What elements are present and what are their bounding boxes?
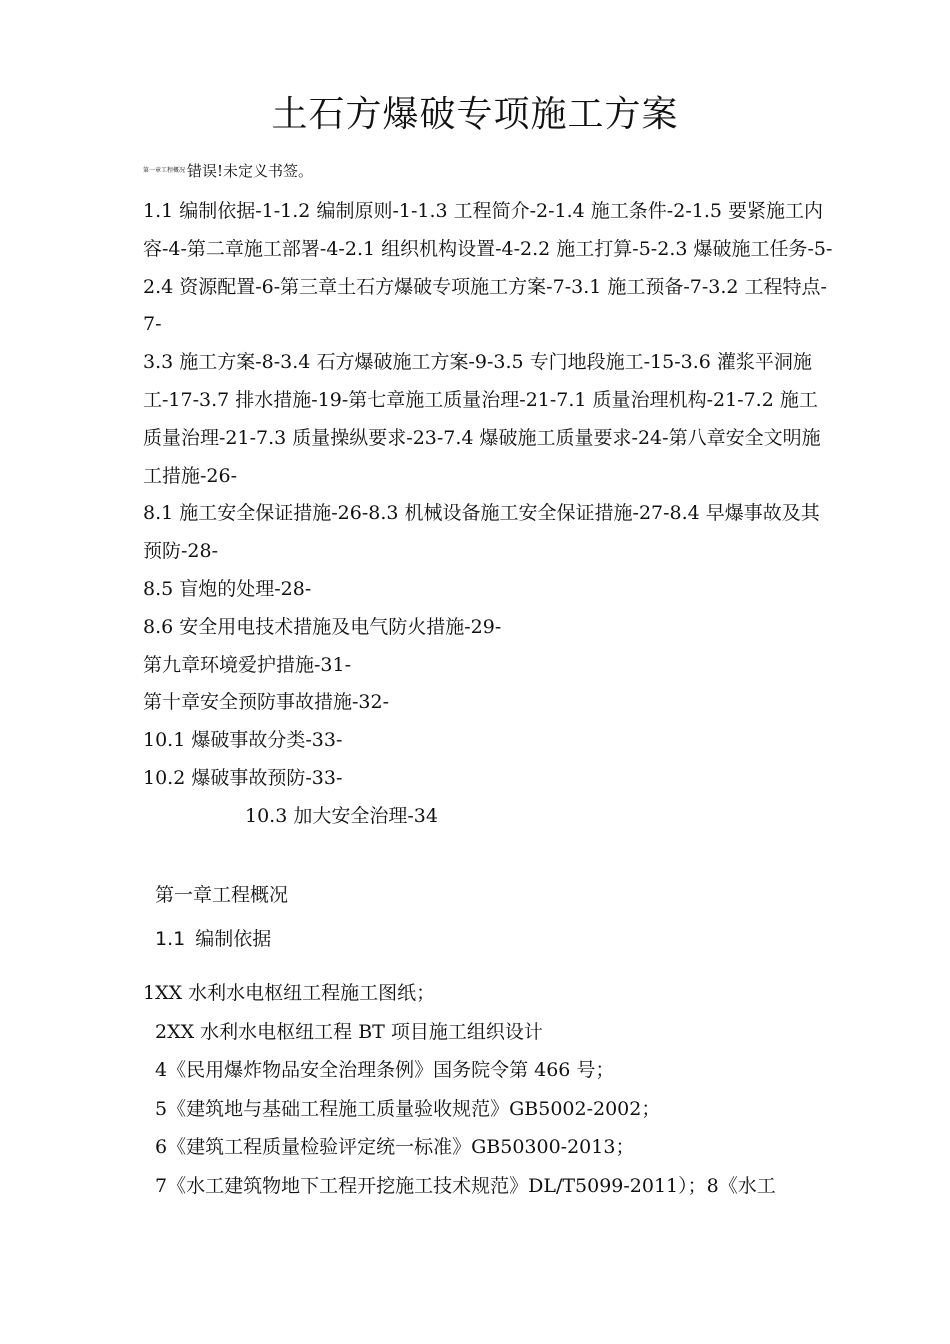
toc-paragraph: 8.1 施工安全保证措施-26-8.3 机械设备施工安全保证措施-27-8.4 早爆事故及其预防-28-: [143, 502, 820, 563]
toc-paragraph: 第九章环境爱护措施-31-: [143, 653, 352, 676]
reference-item: 2XX 水利水电枢纽工程 BT 项目施工组织设计: [155, 1020, 543, 1043]
section-heading: [155, 924, 271, 951]
reference-item: 6《建筑工程质量检验评定统一标准》GB50300-2013；: [155, 1136, 635, 1158]
reference-item: 5《建筑地与基础工程施工质量验收规范》GB5002-2002；: [155, 1097, 661, 1120]
toc-paragraph: 3.3 施工方案-8-3.4 石方爆破施工方案-9-3.5 专门地段施工-15-3.6 灌浆平洞施工-17-3.7 排水措施-19-第七章施工质量治理-21-7.1 质量治理机构-21-7.2 施工质量治理-21-7.3 质量操纵要求-23-7.4 爆破施工质量要求-24-第八章安全文明施工措施-26-: [143, 351, 821, 487]
toc-paragraph: 8.5 盲炮的处理-28-: [143, 577, 312, 600]
toc-error-line: [143, 160, 313, 181]
reference-item: 4《民用爆炸物品安全治理条例》国务院令第 466 号；: [155, 1059, 615, 1081]
reference-list: [143, 974, 843, 1205]
section-number: 1.1: [155, 928, 186, 950]
toc-tiny-label: 第一章工程概况: [143, 167, 186, 174]
toc-error-message: 错误!未定义书签。: [187, 162, 314, 180]
toc-paragraph: 第十章安全预防事故措施-32-: [143, 691, 390, 714]
toc-paragraph: 1.1 编制依据-1-1.2 编制原则-1-1.3 工程简介-2-1.4 施工条件-2-1.5 要紧施工内容-4-第二章施工部署-4-2.1 组织机构设置-4-2.2 施工打算-5-2.3 爆破施工任务-5-2.4 资源配置-6-第三章土石方爆破专项施工方案-7-3.1 施工预备-7-3.2 工程特点-7-: [143, 200, 833, 336]
chapter-heading: 第一章工程概况: [155, 884, 289, 906]
section-title: 编制依据: [195, 928, 272, 950]
toc-paragraph-last: 10.3 加大安全治理-34: [245, 804, 438, 827]
toc-paragraph: 10.2 爆破事故预防-33-: [143, 766, 343, 789]
table-of-contents: [143, 193, 833, 836]
toc-paragraph: 10.1 爆破事故分类-33-: [143, 729, 343, 752]
toc-paragraph: 8.6 安全用电技术措施及电气防火措施-29-: [143, 615, 502, 638]
reference-item: 1XX 水利水电枢纽工程施工图纸；: [143, 982, 436, 1004]
reference-item: 7《水工建筑物地下工程开挖施工技术规范》DL/T5099-2011）；8《水工: [155, 1174, 776, 1197]
document-title: 土石方爆破专项施工方案: [271, 94, 679, 135]
